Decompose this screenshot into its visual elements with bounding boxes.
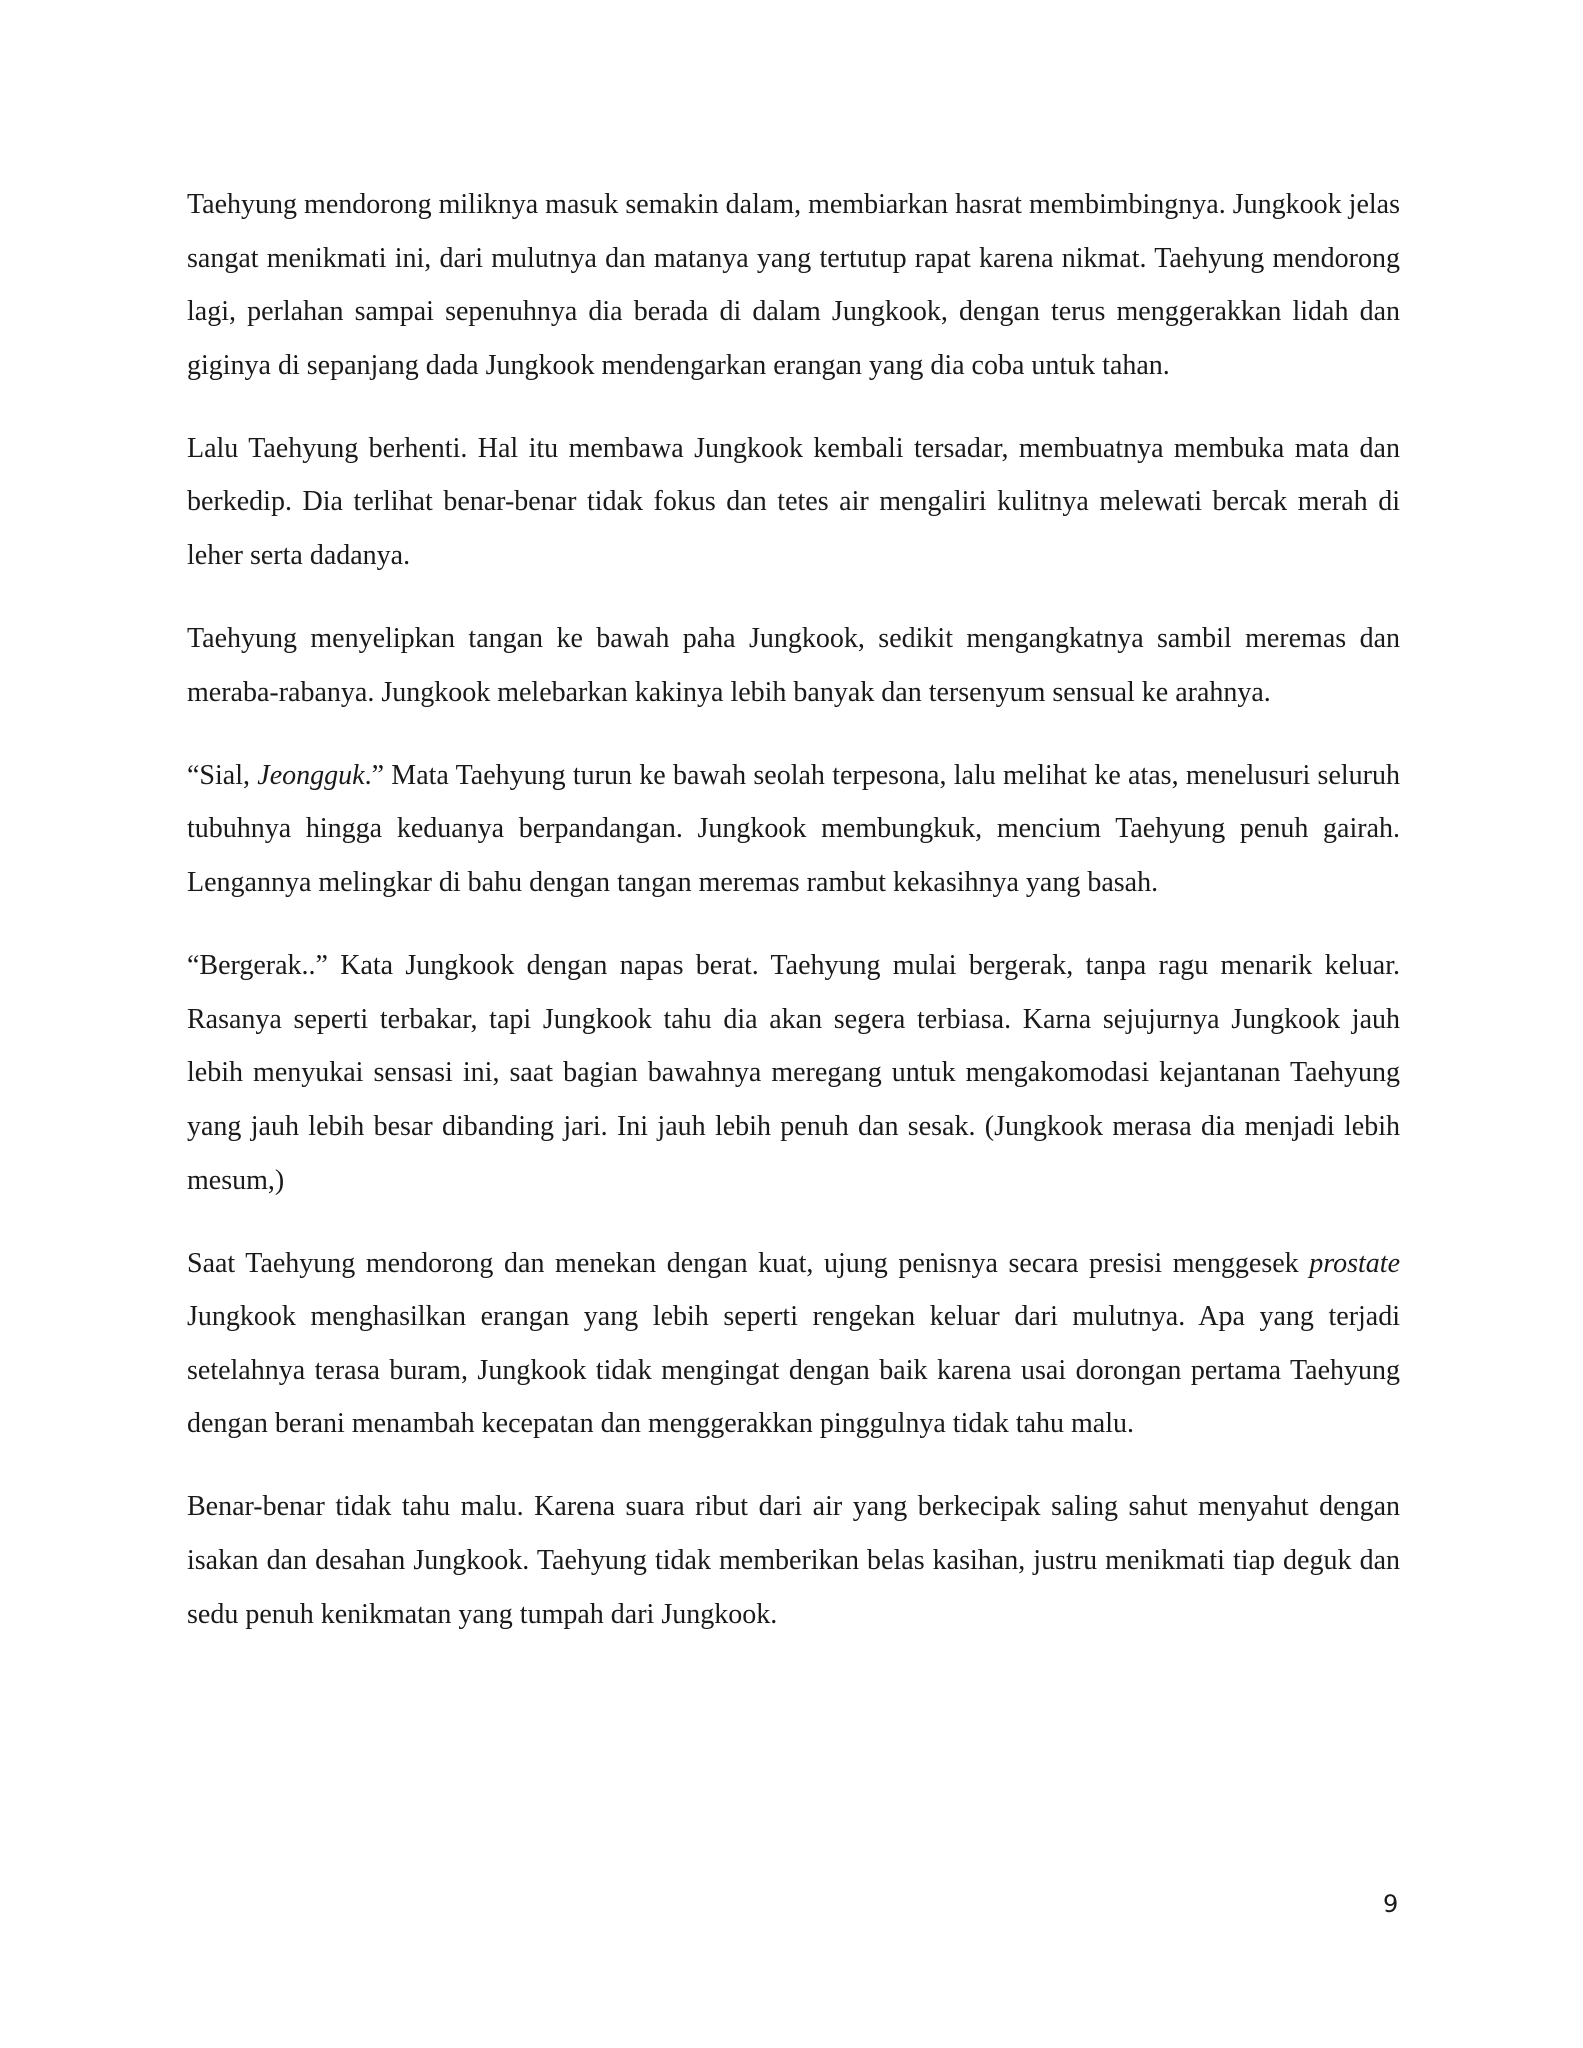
text-segment: Saat Taehyung mendorong dan menekan dengan kuat, ujung penisnya secara presisi menggesek — [187, 1247, 1310, 1279]
paragraph — [187, 1237, 1400, 1451]
paragraph: Benar-benar tidak tahu malu. Karena suara ribut dari air yang berkecipak saling sahut menyahut dengan isakan dan desahan Jungkook. Taehyung tidak memberikan belas kasihan, justru menikmati tiap deguk dan sedu penuh kenikmatan yang tumpah dari Jungkook. — [187, 1491, 1400, 1630]
text-segment: Jungkook menghasilkan erangan yang lebih seperti rengekan keluar dari mulutnya. Apa yang terjadi setelahnya terasa buram, Jungkook tidak mengingat dengan baik karena usai dorongan pertama Taehyung dengan berani menambah kecepatan dan menggerakkan pinggulnya tidak tahu malu. — [187, 1301, 1400, 1440]
paragraph: Taehyung mendorong miliknya masuk semakin dalam, membiarkan hasrat membimbingnya. Jungkook jelas sangat menikmati ini, dari mulutnya dan matanya yang tertutup rapat karena nikmat. Taehyung mendorong lagi, perlahan sampai sepenuhnya dia berada di dalam Jungkook, dengan terus menggerakkan lidah dan giginya di sepanjang dada Jungkook mendengarkan erangan yang dia coba untuk tahan. — [187, 189, 1400, 381]
paragraph: “Bergerak..” Kata Jungkook dengan napas berat. Taehyung mulai bergerak, tanpa ragu menarik keluar. Rasanya seperti terbakar, tapi Jungkook tahu dia akan segera terbiasa. Karna sejujurnya Jungkook jauh lebih menyukai sensasi ini, saat bagian bawahnya meregang untuk mengakomodasi kejantanan Taehyung yang jauh lebih besar dibanding jari. Ini jauh lebih penuh dan sesak. (Jungkook merasa dia menjadi lebih mesum,) — [187, 950, 1400, 1196]
paragraph: Taehyung menyelipkan tangan ke bawah paha Jungkook, sedikit mengangkatnya sambil meremas dan meraba-rabanya. Jungkook melebarkan kakinya lebih banyak dan tersenyum sensual ke arahnya. — [187, 623, 1400, 708]
italic-text: prostate — [1309, 1247, 1400, 1279]
text-segment: “Sial, — [187, 759, 258, 791]
text-segment: .” Mata Taehyung turun ke bawah seolah terpesona, lalu melihat ke atas, menelusuri seluruh tubuhnya hingga keduanya berpandangan. Jungkook membungkuk, mencium Taehyung penuh gairah. Lengannya melingkar di bahu dengan tangan meremas rambut kekasihnya yang basah. — [187, 759, 1400, 899]
paragraph — [187, 749, 1400, 910]
italic-text: Jeongguk — [257, 759, 365, 791]
document-body — [187, 178, 1400, 1671]
paragraph: Lalu Taehyung berhenti. Hal itu membawa Jungkook kembali tersadar, membuatnya membuka mata dan berkedip. Dia terlihat benar-benar tidak fokus dan tetes air mengaliri kulitnya melewati bercak merah di leher serta dadanya. — [187, 432, 1400, 572]
page-number: 9 — [1383, 1890, 1399, 1918]
